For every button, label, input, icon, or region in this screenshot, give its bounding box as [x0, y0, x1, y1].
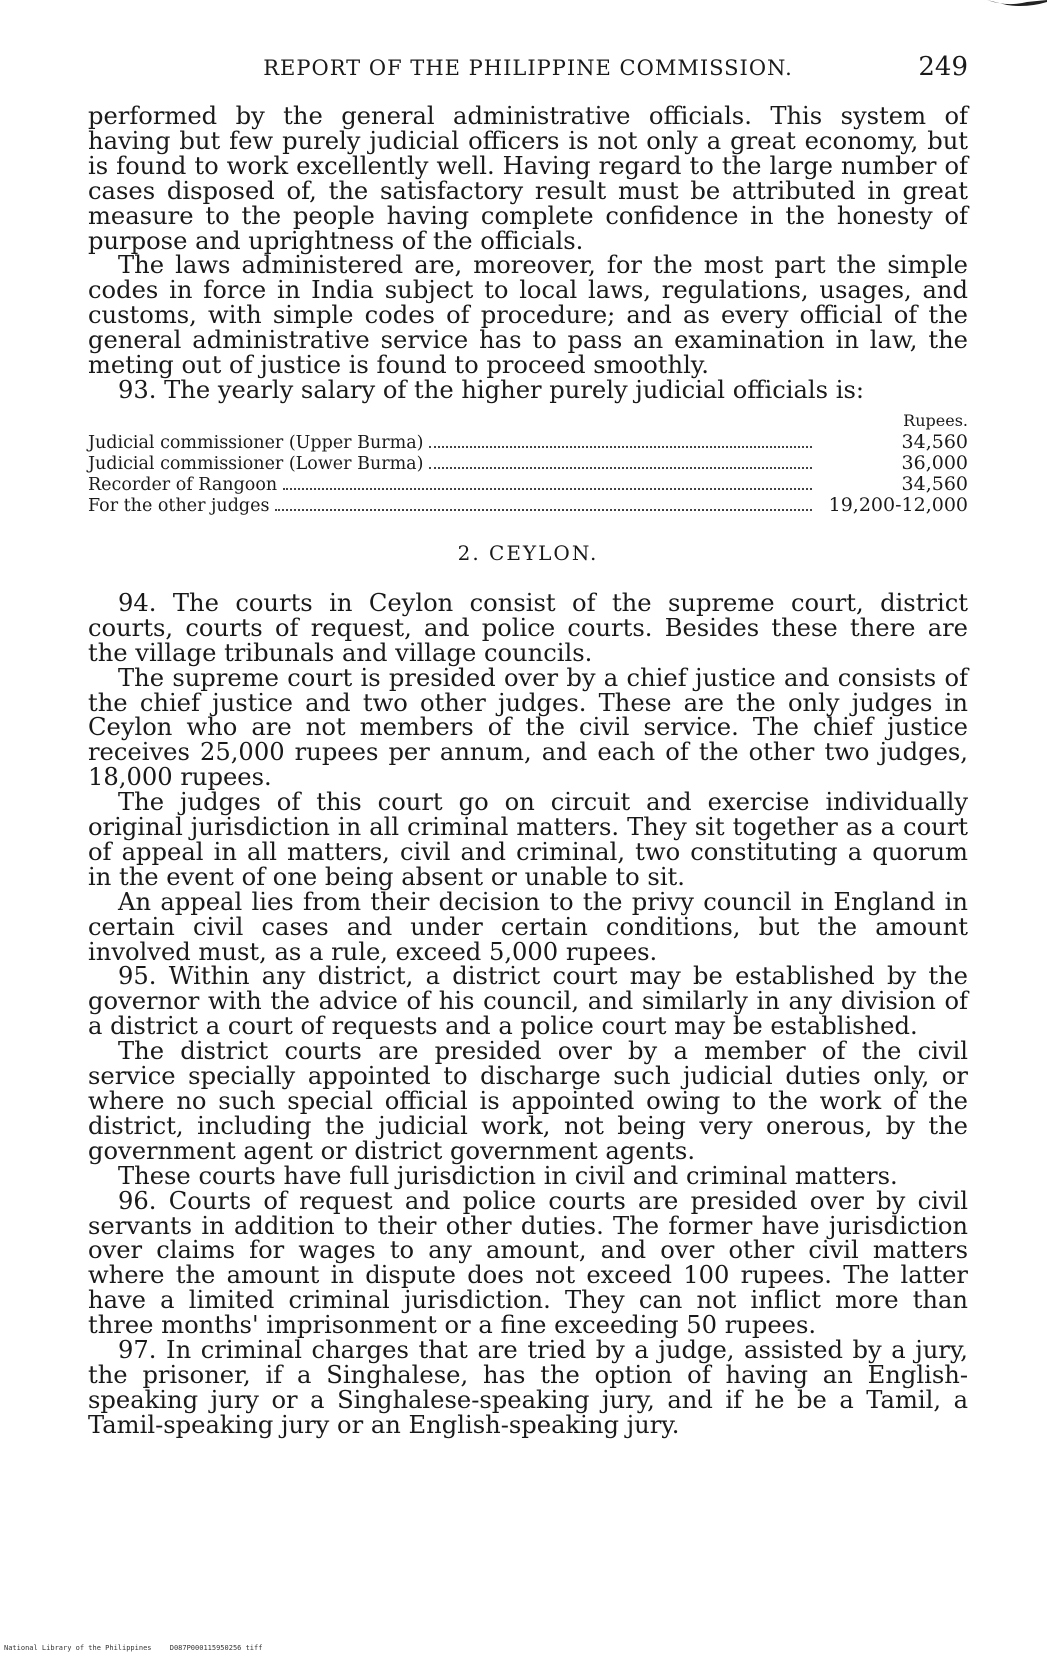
section-title: 2. CEYLON.: [457, 540, 599, 565]
page-number: 249: [918, 52, 968, 82]
dot-leader: [283, 488, 812, 490]
paragraph: The supreme court is presided over by a chief justice and consists of the chief justice and two other judges. These are the only judges in Ceylon who are not members of the civil service. The chief justice receives 25,000 rupees per annum, and each of the other two judges, 18,000 rupees.: [88, 663, 968, 792]
paragraph: 93. The yearly salary of the higher purely judicial officials is:: [118, 375, 865, 404]
salary-row: [88, 431, 968, 452]
scan-footer: [4, 1644, 276, 1652]
salary-table: [88, 411, 968, 515]
dot-leader: [429, 467, 812, 469]
footer-file-id: D087P000115950256 tiff: [169, 1644, 263, 1652]
salary-amount: 36,000: [901, 451, 968, 474]
salary-row: [88, 494, 968, 515]
paragraph: The laws administered are, moreover, for the most part the simple codes in force in India subject to local laws, regulations, usages, and customs, with simple codes of procedure; and as every official of the general administrative service has to pass an examination in law, the meting out of justice is found to proceed smoothly.: [88, 251, 968, 380]
paragraph: The district courts are presided over by a member of the civil service specially appointed to discharge such judicial duties only, or where no such special official is appointed owing to the work of the district, including the judicial work, not being very onerous, by the government agent or district government agents.: [88, 1037, 968, 1165]
salary-units: Rupees.: [903, 410, 968, 430]
salary-label: Judicial commissioner (Upper Burma): [88, 432, 424, 453]
paragraph: These courts have full jurisdiction in civil and criminal matters.: [118, 1161, 898, 1190]
paragraph: 95. Within any district, a district court may be established by the governor with the advice of his council, and similarly in any division of a district a court of requests and a police court may be established.: [88, 962, 968, 1041]
salary-row: [88, 473, 968, 494]
paragraph: An appeal lies from their decision to the privy council in England in certain civil cases and under certain conditions, but the amount involved must, as a rule, exceed 5,000 rupees.: [88, 887, 968, 966]
running-head: REPORT OF THE PHILIPPINE COMMISSION.: [263, 56, 793, 80]
dot-leader: [275, 509, 812, 511]
salary-amount: 34,560: [901, 430, 968, 453]
salary-amount: 19,200-12,000: [828, 493, 968, 516]
salary-amount: 34,560: [901, 472, 968, 495]
paragraph: 97. In criminal charges that are tried by a judge, assisted by a jury, the prisoner, if a Singhalese, has the option of having an English-speaking jury or a Singhalese-speaking jury, and if he be a Tamil, a Tamil-speaking jury or an English-speaking jury.: [88, 1336, 968, 1439]
salary-row: [88, 452, 968, 473]
salary-label: Judicial commissioner (Lower Burma): [88, 453, 424, 474]
paragraph: The judges of this court go on circuit and exercise individually original jurisdiction in all criminal matters. They sit together as a court of appeal in all matters, civil and criminal, two constituting a quorum in the event of one being absent or unable to sit.: [88, 788, 968, 891]
paragraph: performed by the general administrative officials. This system of having but few purely judicial officers is not only a great economy, but is found to work excellently well. Having regard to the large number of cases disposed of, the satisfactory result must be attributed in great measure to the people having complete confidence in the honesty of purpose and uprightness of the officials.: [88, 102, 968, 255]
salary-label: Recorder of Rangoon: [88, 474, 278, 495]
page-body: [88, 104, 968, 1438]
dot-leader: [429, 446, 812, 448]
footer-library: National Library of the Philippines: [4, 1644, 152, 1652]
page-header: [88, 52, 968, 86]
paragraph: 96. Courts of request and police courts are presided over by civil servants in addition to their other duties. The former have jurisdiction over claims for wages to any amount, and over other civil matters where the amount in dispute does not exceed 100 rupees. The latter have a limited criminal jurisdiction. They can not inflict more than three months' imprisonment or a fine exceeding 50 rupees.: [88, 1186, 968, 1340]
paragraph: 94. The courts in Ceylon consist of the supreme court, district courts, courts of request, and police courts. Besides these there are the village tribunals and village councils.: [88, 588, 968, 667]
salary-label: For the other judges: [88, 495, 270, 516]
scan-edge-mark: [967, 0, 1047, 8]
